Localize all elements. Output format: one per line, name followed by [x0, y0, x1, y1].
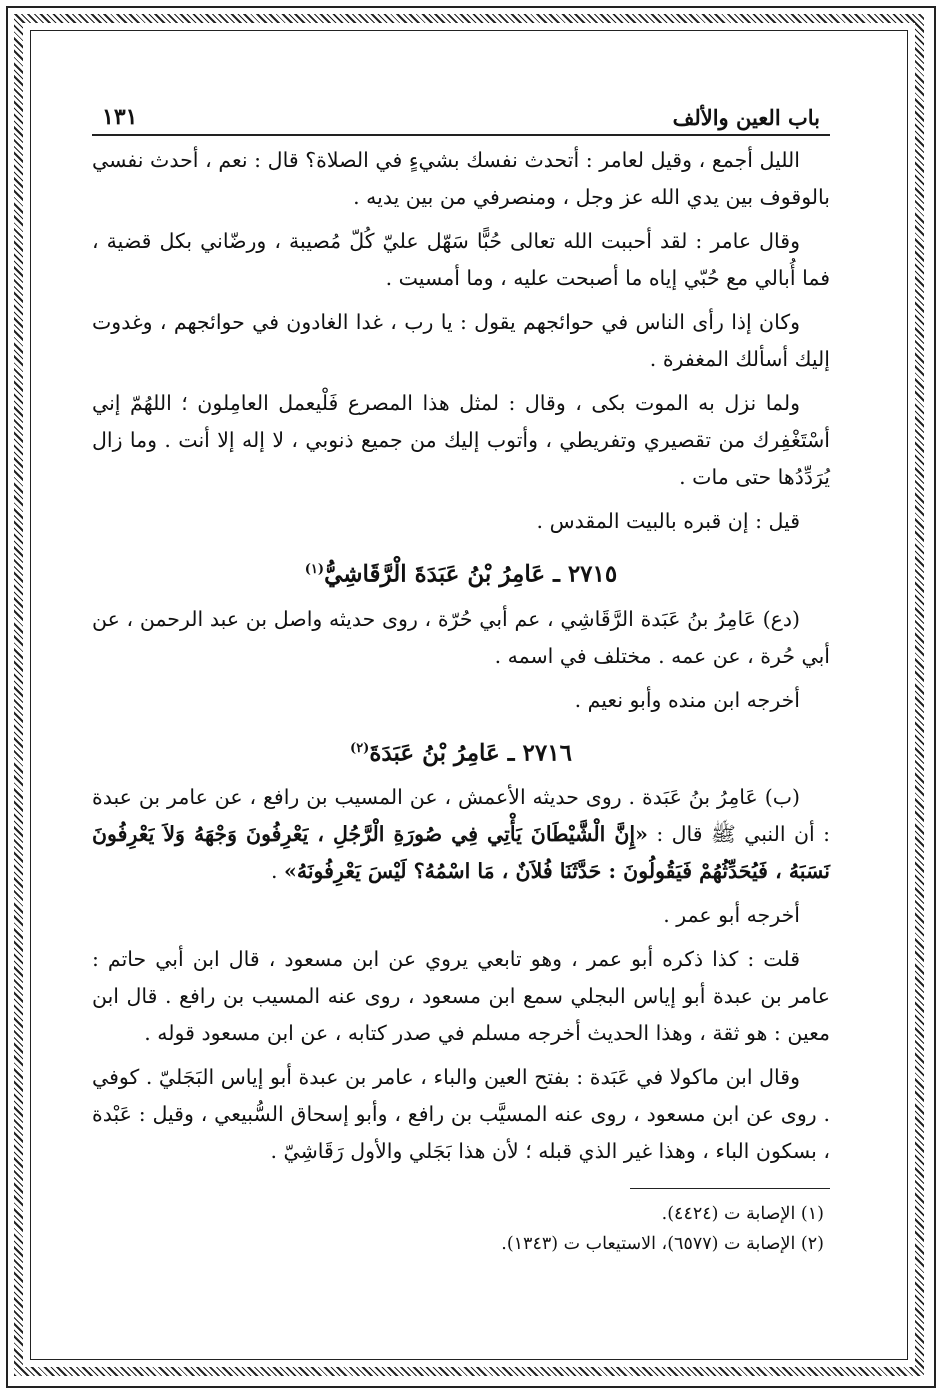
- running-header: [92, 96, 830, 136]
- footnote: (١) الإصابة ت (٤٤٢٤).: [661, 1204, 824, 1225]
- page-number: ١٣١: [102, 104, 138, 130]
- footnote-divider: [630, 1188, 830, 1189]
- footnote: (٢) الإصابة ت (٦٥٧٧)، الاستيعاب ت (١٣٤٣).: [501, 1234, 824, 1255]
- paragraph: وقال ابن ماكولا في عَبَدة : بفتح العين والباء ، عامر بن عبدة أبو إياس البَجَليّ . كوفي . روى عن ابن مسعود ، روى عنه المسيَّب بن رافع ، وأبو إسحاق السُّبيعي ، وقيل : عَبْدة ، بسكون الباء ، وهذا غير الذي قبله ؛ لأن هذا بَجَلي والأول رَقَاشِيّ .: [92, 1065, 830, 1164]
- entry-intro-text: (ب) عَامِرُ بنُ عَبَدة . روى حديثه الأعمش ، عن المسيب بن رافع ، عن عامر بن عبدة : أن النبي ﷺ قال :: [92, 785, 830, 847]
- paragraph: (دع) عَامِرُ بنُ عَبَدة الرَّقَاشِي ، عم أبي حُرّة ، روى حديثه واصل بن عبد الرحمن ، عن أبي حُرة ، عن عمه . مختلف في اسمه .: [92, 606, 830, 668]
- entry-heading-2716: [92, 729, 830, 774]
- paragraph: أخرجه أبو عمر .: [663, 903, 800, 928]
- entry-title: ٢٧١٥ ـ عَامِرُ بْنُ عَبَدَةَ الْرَّقَاشِيُّ: [324, 560, 618, 588]
- page-body: [92, 136, 830, 1259]
- book-page: [92, 96, 830, 1336]
- paragraph: ولما نزل به الموت بكى ، وقال : لمثل هذا المصرع فَلْيعمل العامِلون ؛ اللهُمّ إني أسْتَغْفِرك من تقصيري وتفريطي ، وأتوب إليك من جميع ذنوبي ، لا إله إلا أنت . وما زال يُرَدِّدُها حتى مات .: [92, 391, 830, 489]
- footnote-ref: (٢): [350, 740, 370, 756]
- paragraph: الليل أجمع ، وقيل لعامر : أتحدث نفسك بشيءٍ في الصلاة؟ قال : نعم ، أحدث نفسي بالوقوف بين يدي الله عز وجل ، ومنصرفي من بين يديه .: [92, 148, 830, 209]
- paragraph: قلت : كذا ذكره أبو عمر ، وهو تابعي يروي عن ابن مسعود ، قال ابن أبي حاتم : عامر بن عبدة أبو إياس البجلي سمع ابن مسعود ، روى عنه المسيب بن رافع . قال ابن معين : هو ثقة ، وهذا الحديث أخرجه مسلم في صدر كتابه ، عن ابن مسعود قوله .: [92, 947, 830, 1046]
- paragraph: وقال عامر : لقد أحببت الله تعالى حُبًّا سَهّل عليّ كُلّ مُصيبة ، ورضّاني بكل قضية ، فما أُبالي مع حُبّي إياه ما أصبحت عليه ، وما أمسيت .: [92, 229, 830, 290]
- entry-heading-2715: [92, 550, 830, 595]
- sentence-end: .: [271, 859, 285, 884]
- chapter-title: باب العين والألف: [672, 105, 820, 130]
- entry-title: ٢٧١٦ ـ عَامِرُ بْنُ عَبَدَةَ: [369, 739, 572, 767]
- hadith-quote: «إِنَّ الْشَّيْطَانَ يَأْتِي فِي صُورَةِ الْرَّجُلِ ، يَعْرِفُونَ وَجْهَهُ وَلاَ يَعْرِفُونَ نَسَبَهُ ، فَيُحَدِّثُهُمْ فَيَقُولُونَ : حَدَّثَنَا فُلاَنٌ ، مَا اسْمُهُ؟ لَيْسَ يَعْرِفُونَهُ»: [92, 822, 830, 884]
- footnote-ref: (١): [304, 562, 325, 577]
- paragraph: قيل : إن قبره بالبيت المقدس .: [536, 509, 800, 533]
- paragraph: وكان إذا رأى الناس في حوائجهم يقول : يا رب ، غدا الغادون في حوائجهم ، وغدوت إليك أسألك المغفرة .: [92, 310, 830, 371]
- paragraph: أخرجه ابن منده وأبو نعيم .: [574, 687, 800, 712]
- paragraph-with-hadith: [92, 779, 830, 890]
